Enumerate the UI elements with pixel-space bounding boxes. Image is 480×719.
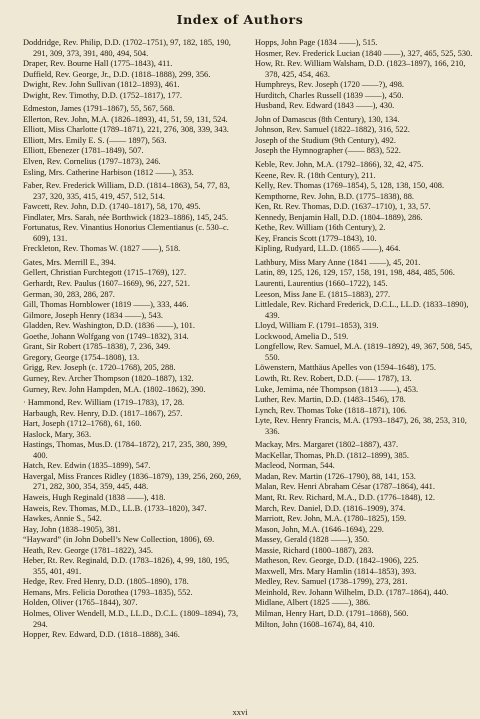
index-entry: Gilmore, Joseph Henry (1834 ——), 543. xyxy=(23,310,164,320)
index-entry: Dwight, Rev. John Sullivan (1812–1893), 461. xyxy=(23,80,180,90)
index-entry: Duffield, Rev. George, Jr., D.D. (1818–1888), 299, 356. xyxy=(23,69,211,79)
index-entry: Grigg, Rev. Joseph (c. 1720–1768), 205, 288. xyxy=(23,363,176,373)
index-entry: Gurney, Rev. John Hampden, M.A. (1802–1862), 390. xyxy=(23,384,206,394)
index-entry: Holmes, Oliver Wendell, M.D., LL.D., D.C.L. (1809–1894), 73, 294. xyxy=(23,608,239,629)
index-entry: Lockwood, Amelia D., 519. xyxy=(255,331,349,341)
index-entry: Harbaugh, Rev. Henry, D.D. (1817–1867), 257. xyxy=(23,408,183,418)
index-entry: Draper, Rev. Bourne Hall (1775–1843), 411. xyxy=(23,59,173,69)
index-entry: Longfellow, Rev. Samuel, M.A. (1819–1892), 49, 367, 508, 545, 550. xyxy=(255,342,473,362)
index-entry: Heath, Rev. George (1781–1822), 345. xyxy=(23,545,154,555)
index-entry: Kempthorne, Rev. John, B.D. (1775–1838), 88. xyxy=(255,191,415,201)
index-entry: Fortunatus, Rev. Vinantius Honorius Clementianus (c. 530–c. 609), 131. xyxy=(23,223,229,243)
index-entry: Lathbury, Miss Mary Anne (1841 ——), 45, 201. xyxy=(255,257,421,267)
index-entry: Faber, Rev. Frederick William, D.D. (1814–1863), 54, 77, 83, 237, 320, 335, 415, 419, 457, 512, 514. xyxy=(23,181,230,201)
index-entry: Hastings, Thomas, Mus.D. (1784–1872), 217, 235, 380, 399, 400. xyxy=(23,440,228,460)
left-column xyxy=(23,38,243,641)
right-column xyxy=(255,38,473,630)
index-entry: Mant, Rt. Rev. Richard, M.A., D.D. (1776–1848), 12. xyxy=(255,492,435,502)
index-entry: Haweis, Rev. Thomas, M.D., LL.B. (1733–1820), 347. xyxy=(23,503,207,513)
index-entry: Madan, Rev. Martin (1726–1790), 88, 141, 153. xyxy=(255,471,416,481)
index-entry: · Hammond, Rev. William (1719–1783), 17, 28. xyxy=(23,398,185,408)
index-entry: Luke, Jemima, née Thompson (1813 ——), 453. xyxy=(255,384,419,394)
index-entry: Haslock, Mary, 363. xyxy=(23,429,92,439)
index-entry: John of Damascus (8th Century), 130, 134. xyxy=(255,114,400,124)
index-entry: Luther, Rev. Martin, D.D. (1483–1546), 178. xyxy=(255,395,406,405)
index-entry: Esling, Mrs. Catherine Harbison (1812 ——), 353. xyxy=(23,167,194,177)
index-entry: Ken, Rt. Rev. Thomas, D.D. (1637–1710), 1, 33, 57. xyxy=(255,202,431,212)
index-entry: Holden, Oliver (1765–1844), 307. xyxy=(23,598,138,608)
index-entry: Löwenstern, Matthäus Apelles von (1594–1648), 175. xyxy=(255,363,436,373)
index-entry: How, Rt. Rev. William Walsham, D.D. (1823–1897), 166, 210, 378, 425, 454, 463. xyxy=(255,59,466,79)
index-entry: Maxwell, Mrs. Mary Hamlin (1814–1853), 393. xyxy=(255,566,417,576)
index-entry: Hedge, Rev. Fred Henry, D.D. (1805–1890), 178. xyxy=(23,577,189,587)
index-entry: Edmeston, James (1791–1867), 55, 567, 568. xyxy=(23,104,175,114)
index-entry: Joseph the Hymnographer (—— 883), 522. xyxy=(255,146,401,156)
index-entry: MacKellar, Thomas, Ph.D. (1812–1899), 385. xyxy=(255,450,409,460)
index-entry: German, 30, 283, 286, 287. xyxy=(23,289,115,299)
index-entry: Milton, John (1608–1674), 84, 410. xyxy=(255,619,375,629)
index-entry: Hawkes, Annie S., 542. xyxy=(23,514,102,524)
index-entry: Hopps, John Page (1834 ——), 515. xyxy=(255,38,378,47)
index-entry: Hemans, Mrs. Felicia Dorothea (1793–1835), 552. xyxy=(23,587,193,597)
index-entry: Lynch, Rev. Thomas Toke (1818–1871), 106. xyxy=(255,405,407,415)
index-entry: Malan, Rev. Henri Abraham César (1787–1864), 441. xyxy=(255,482,435,492)
index-entry: Gregory, George (1754–1808), 13. xyxy=(23,352,140,362)
index-entry: March, Rev. Daniel, D.D. (1816–1909), 374. xyxy=(255,503,406,513)
index-entry: Keble, Rev. John, M.A. (1792–1866), 32, 42, 475. xyxy=(255,160,424,170)
index-entry: Gill, Thomas Hornblower (1819 ——), 333, 446. xyxy=(23,300,189,310)
index-entry: Midlane, Albert (1825 ——), 386. xyxy=(255,598,371,608)
index-entry: Latin, 89, 125, 126, 129, 157, 158, 191, 198, 484, 485, 506. xyxy=(255,268,455,278)
index-entry: Gellert, Christian Furchtegott (1715–1769), 127. xyxy=(23,268,187,278)
index-entry: Keene, Rev. R. (18th Century), 211. xyxy=(255,170,376,180)
index-entry: “Hayward” (in John Dobell’s New Collection, 1806), 69. xyxy=(23,535,215,545)
index-entry: Kelly, Rev. Thomas (1769–1854), 5, 128, 138, 150, 408. xyxy=(255,181,445,191)
index-entry: Grant, Sir Robert (1785–1838), 7, 236, 349. xyxy=(23,342,171,352)
index-entry: Mason, John, M.A. (1646–1694), 229. xyxy=(255,524,384,534)
index-entry: Gladden, Rev. Washington, D.D. (1836 ——), 101. xyxy=(23,321,195,331)
index-entry: Hart, Joseph (1712–1768), 61, 160. xyxy=(23,419,142,429)
page-number: xxvi xyxy=(232,707,248,717)
index-entry: Lowth, Rt. Rev. Robert, D.D. (—— 1787), 13. xyxy=(255,373,412,383)
index-entry: Elliott, Mrs. Emily E. S. (—— 1897), 563. xyxy=(23,135,167,145)
index-entry: Joseph of the Studium (9th Century), 492. xyxy=(255,135,396,145)
index-entry: Johnson, Rev. Samuel (1822–1882), 316, 522. xyxy=(255,125,410,135)
index-entry: Leeson, Miss Jane E. (1815–1883), 277. xyxy=(255,289,391,299)
index-entry: Hay, John (1838–1905), 381. xyxy=(23,524,121,534)
index-entry: Matheson, Rev. George, D.D. (1842–1906), 225. xyxy=(255,556,419,566)
index-entry: Milman, Henry Hart, D.D. (1791–1868), 560. xyxy=(255,608,409,618)
index-entry: Gates, Mrs. Merrill E., 394. xyxy=(23,257,116,267)
index-entry: Findlater, Mrs. Sarah, née Borthwick (1823–1886), 145, 245. xyxy=(23,212,229,222)
index-entry: Kennedy, Benjamin Hall, D.D. (1804–1889), 286. xyxy=(255,212,423,222)
index-entry: Gurney, Rev. Archer Thompson (1820–1887), 132. xyxy=(23,373,194,383)
index-entry: Haweis, Hugh Reginald (1838 ——), 418. xyxy=(23,492,166,502)
index-entry: Littledale, Rev. Richard Frederick, D.C.L., LL.D. (1833–1890), 439. xyxy=(255,300,469,320)
index-entry: Ellerton, Rev. John, M.A. (1826–1893), 41, 51, 59, 131, 524. xyxy=(23,114,228,124)
page-title: Index of Authors xyxy=(176,12,304,27)
index-entry: Kethe, Rev. William (16th Century), 2. xyxy=(255,223,386,233)
index-entry: Laurenti, Laurentius (1660–1722), 145. xyxy=(255,279,388,289)
index-entry: Lyte, Rev. Henry Francis, M.A. (1793–1847), 26, 38, 253, 310, 336. xyxy=(255,416,467,436)
index-entry: Goethe, Johann Wolfgang von (1749–1832), 314. xyxy=(23,331,189,341)
index-entry: Hurditch, Charles Russell (1839 ——), 450. xyxy=(255,90,404,100)
index-entry: Elven, Rev. Cornelius (1797–1873), 246. xyxy=(23,157,161,167)
index-entry: Elliott, Ebenezer (1781–1849), 507. xyxy=(23,146,144,156)
index-entry: Mackay, Mrs. Margaret (1802–1887), 437. xyxy=(255,440,399,450)
index-entry: Freckleton, Rev. Thomas W. (1827 ——), 518. xyxy=(23,244,181,254)
index-entry: Hopper, Rev. Edward, D.D. (1818–1888), 346. xyxy=(23,630,180,640)
index-entry: Hosmer, Rev. Frederick Lucian (1840 ——), 327, 465, 525, 530. xyxy=(255,48,473,58)
index-entry: Havergal, Miss Frances Ridley (1836–1879), 139, 256, 260, 269, 271, 282, 300, 354, 359, 445, 448. xyxy=(23,471,242,492)
index-entry: Heber, Rt. Rev. Reginald, D.D. (1783–1826), 4, 99, 180, 195, 355, 401, 491. xyxy=(23,556,230,576)
index-entry: Lloyd, William F. (1791–1853), 319. xyxy=(255,321,379,331)
index-entry: Kipling, Rudyard, LL.D. (1865 ——), 464. xyxy=(255,244,401,254)
index-entry: Gerhardt, Rev. Paulus (1607–1669), 96, 227, 521. xyxy=(23,279,190,289)
index-entry: Hatch, Rev. Edwin (1835–1899), 547. xyxy=(23,461,151,471)
index-entry: Macleod, Norman, 544. xyxy=(255,461,335,471)
index-entry: Marriott, Rev. John, M.A. (1780–1825), 159. xyxy=(255,514,407,524)
index-entry: Key, Francis Scott (1779–1843), 10. xyxy=(255,233,377,243)
index-entry: Husband, Rev. Edward (1843 ——), 430. xyxy=(255,101,395,111)
index-entry: Fawcett, Rev. John, D.D. (1740–1817), 58, 170, 495. xyxy=(23,202,201,212)
index-entry: Massie, Richard (1800–1887), 283. xyxy=(255,545,374,555)
index-entry: Dwight, Rev. Timothy, D.D. (1752–1817), 177. xyxy=(23,90,182,100)
index-entry: Doddridge, Rev. Philip, D.D. (1702–1751), 97, 182, 185, 190, 291, 309, 373, 391, 480, 494, 504. xyxy=(23,38,231,58)
index-entry: Meinhold, Rev. Johann Wilhelm, D.D. (1787–1864), 440. xyxy=(255,587,449,597)
index-entry: Elliott, Miss Charlotte (1789–1871), 221, 276, 308, 339, 343. xyxy=(23,125,229,135)
index-entry: Medley, Rev. Samuel (1738–1799), 273, 281. xyxy=(255,577,408,587)
index-entry: Humphreys, Rev. Joseph (1720 ——?), 498. xyxy=(255,80,405,90)
index-entry: Massey, Gerald (1828 ——), 350. xyxy=(255,535,370,545)
